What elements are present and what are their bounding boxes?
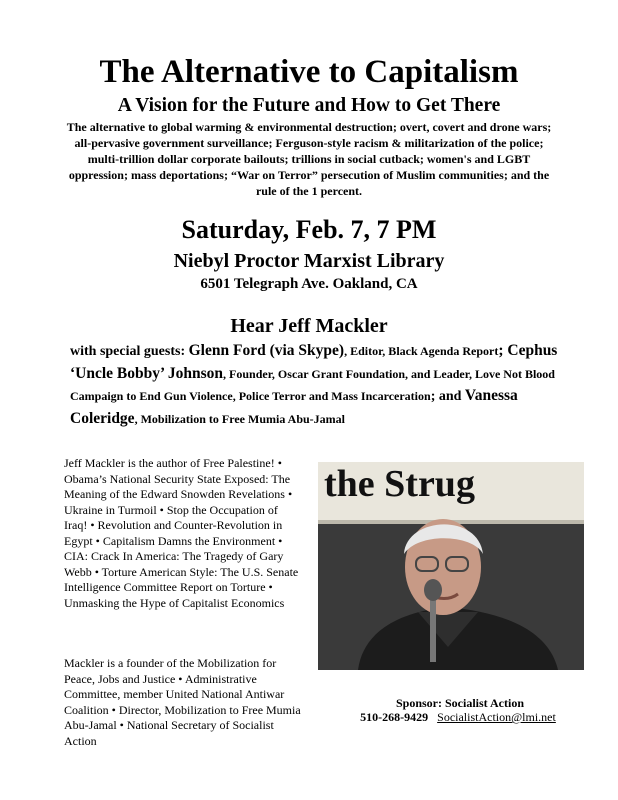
event-venue: Niebyl Proctor Marxist Library bbox=[173, 250, 445, 272]
guest-name-glenn-ford: Glenn Ford (via Skype) bbox=[188, 342, 345, 359]
guest-name-cephus-johnson: Cephus ‘Uncle Bobby’ Johnson bbox=[70, 342, 558, 382]
guest-desc-cephus-johnson: , Founder, Oscar Grant Foundation, and Leader, Love Not Blood Campaign to End Gun Violence, Police Terror and Mass Incarceration bbox=[70, 367, 555, 403]
page-title: The Alternative to Capitalism bbox=[99, 54, 519, 90]
sponsor-line: Sponsor: Socialist Action bbox=[395, 696, 524, 710]
founder-bio: Mackler is a founder of the Mobilization for Peace, Jobs and Justice • Administrative Committee, member United National Antiwar Coalition • Director, Mobilization to Free Mumia Abu-Jamal • National Secretary of Socialist Action bbox=[64, 656, 301, 748]
event-address: 6501 Telegraph Ave. Oakland, CA bbox=[200, 276, 418, 292]
guest-list bbox=[70, 340, 580, 430]
event-date: Saturday, Feb. 7, 7 PM bbox=[181, 215, 437, 244]
guests-separator: ; and bbox=[430, 389, 465, 404]
banner-text: the Strug bbox=[324, 463, 475, 505]
contact-line bbox=[318, 709, 598, 726]
guests-separator: ; bbox=[498, 342, 508, 359]
guest-desc-vanessa-coleridge: , Mobilization to Free Mumia Abu-Jamal bbox=[134, 412, 346, 426]
speaker-heading: Hear Jeff Mackler bbox=[230, 315, 388, 337]
guest-desc-glenn-ford: , Editor, Black Agenda Report bbox=[344, 344, 499, 358]
guests-lead: with special guests: bbox=[70, 344, 189, 359]
phone-number: 510-268-9429 bbox=[360, 710, 429, 724]
speaker-photo-illustration bbox=[318, 462, 584, 670]
email-link[interactable]: SocialistAction@lmi.net bbox=[437, 710, 556, 724]
intro-paragraph: The alternative to global warming & environmental destruction; overt, covert and drone wars; all-pervasive government surveillance; Ferguson-style racism & militarization of the police; multi-trillion dollar corporate bailouts; trillions in social cutback; women's and LGBT oppression; mass deportations; “War on Terror” persecution of Muslim communities; and the rule of the 1 percent. bbox=[66, 120, 552, 198]
speaker-photo bbox=[318, 462, 584, 670]
author-bio: Jeff Mackler is the author of Free Palestine! • Obama’s National Security State Exposed: The Meaning of the Edward Snowden Revelations • Ukraine in Turmoil • Stop the Occupation of Iraq! • Revolution and Counter-Revolution in Egypt • Capitalism Damns the Environment • CIA: Crack In America: The Tragedy of Gary Webb • Torture American Style: The U.S. Senate Intelligence Committee Report on Torture • Unmasking the Hype of Capitalist Economics bbox=[64, 456, 299, 610]
page-subtitle: A Vision for the Future and How to Get There bbox=[117, 95, 501, 116]
guest-name-vanessa-coleridge: Vanessa Coleridge bbox=[70, 387, 518, 427]
